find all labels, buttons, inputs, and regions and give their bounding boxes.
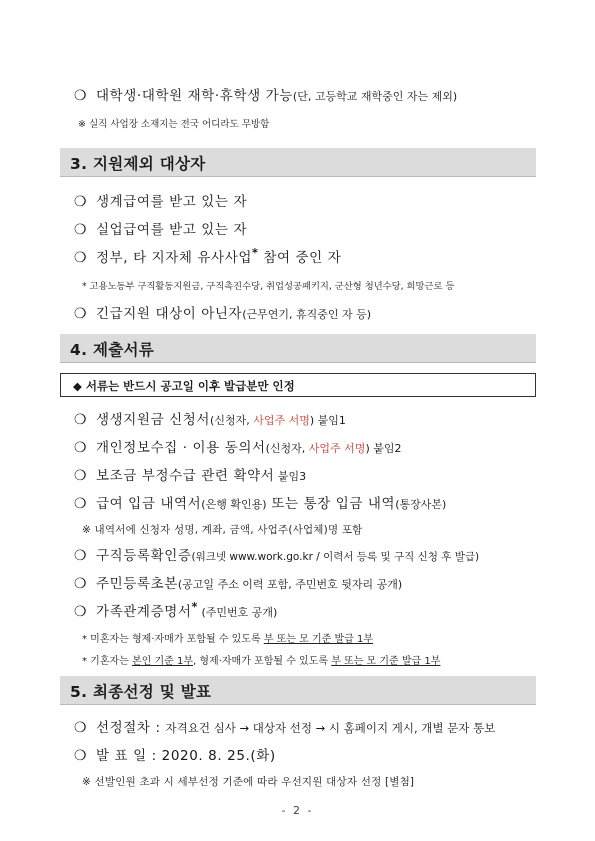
document-paren: (공고일 주소 이력 포함, 주민번호 뒷자리 공개) <box>177 578 403 591</box>
exclusion-paren: (근무연기, 휴직중인 자 등) <box>242 308 372 321</box>
procedure-label: 선정절차 : <box>96 720 166 736</box>
document-paren-close: ) <box>365 442 370 455</box>
document-item-application <box>74 408 346 428</box>
employer-signature-text: 사업주 서명 <box>308 442 366 455</box>
exclusion-text: 생계급여를 받고 있는 자 <box>96 194 248 210</box>
payroll-note: ※ 내역서에 신청자 성명, 계좌, 금액, 사업주(사업체)명 포함 <box>82 524 363 536</box>
circle-bullet-icon: ❍ <box>74 194 88 210</box>
section-title: 4. 제출서류 <box>70 341 155 359</box>
footnote-star: * <box>251 246 259 260</box>
date-label: 발 표 일 : <box>96 748 162 764</box>
document-text: 가족관계증명서 <box>96 604 192 620</box>
document-item-family-certificate <box>74 600 277 620</box>
note-underlined: 부 또는 모 기준 발급 1부 <box>263 634 374 645</box>
circle-bullet-icon: ❍ <box>74 88 88 104</box>
procedure-value: 자격요건 심사 → 대상자 선정 → 시 홈페이지 게시, 개별 문자 통보 <box>165 721 496 735</box>
circle-bullet-icon: ❍ <box>74 496 88 512</box>
circle-bullet-icon: ❍ <box>74 576 88 592</box>
circle-bullet-icon: ❍ <box>74 306 88 322</box>
selection-criteria-note: ※ 선발인원 초과 시 세부선정 기준에 따라 우선지원 대상자 선정 [별첨] <box>82 776 415 788</box>
circle-bullet-icon: ❍ <box>74 440 88 456</box>
document-paren: (워크넷 www.work.go.kr / 이력서 등록 및 구직 신청 후 발급) <box>191 551 480 563</box>
section-title: 5. 최종선정 및 발표 <box>70 683 212 701</box>
circle-bullet-icon: ❍ <box>74 412 88 428</box>
circle-bullet-icon: ❍ <box>74 222 88 238</box>
students-text: 대학생·대학원 재학·휴학생 가능 <box>96 88 293 104</box>
document-item-resident-abstract <box>74 572 402 592</box>
attachment-ref: 붙임3 <box>274 470 307 483</box>
document-paren-close: ) <box>309 414 315 427</box>
document-paren: (주민번호 공개) <box>197 606 278 619</box>
document-text: 구직등록확인증 <box>96 548 192 564</box>
section-header-documents <box>60 334 536 363</box>
document-text-mid: 또는 통장 입금 내역 <box>266 496 396 512</box>
note-text: * 기혼자는 <box>82 656 132 667</box>
circle-bullet-icon: ❍ <box>74 548 88 564</box>
documents-notice-text: ◆ 서류는 반드시 공고일 이후 발급분만 인정 <box>73 379 295 393</box>
page-number: - 2 - <box>281 804 314 817</box>
exclusion-text: 긴급지원 대상이 아닌자 <box>96 306 243 322</box>
document-item-job-registration <box>74 544 479 564</box>
selection-procedure-line <box>74 716 495 736</box>
document-text: 급여 입금 내역서 <box>96 496 202 512</box>
similar-program-note: * 고용노동부 구직활동지원금, 구직촉진수당, 취업성공패키지, 군산형 청년수당, 희망근로 등 <box>82 281 455 292</box>
document-paren: (은행 확인용) <box>201 498 267 511</box>
document-text: 주민등록초본 <box>96 576 178 592</box>
note-underlined: 부 또는 모 기준 발급 1부 <box>331 656 441 667</box>
note-text: , 형제·자매가 포함될 수 있도록 <box>193 656 332 667</box>
exclusion-item-similar-program <box>74 246 341 266</box>
circle-bullet-icon: ❍ <box>74 468 88 484</box>
documents-notice-box <box>60 373 536 397</box>
circle-bullet-icon: ❍ <box>74 748 88 764</box>
circle-bullet-icon: ❍ <box>74 250 88 266</box>
exclusion-item-living-benefit <box>74 190 247 210</box>
exclusion-item-unemployment-benefit <box>74 218 247 238</box>
eligibility-line-students <box>74 84 457 104</box>
date-value: 2020. 8. 25.(화) <box>161 748 276 764</box>
attachment-ref: 붙임1 <box>314 414 346 427</box>
announcement-date-line <box>74 744 276 764</box>
note-underlined: 본인 기준 1부 <box>132 656 194 667</box>
footnote-star: * <box>191 600 198 614</box>
document-paren: (신청자, <box>265 442 309 455</box>
circle-bullet-icon: ❍ <box>74 720 88 736</box>
document-item-payroll <box>74 492 446 512</box>
married-note <box>82 652 440 667</box>
section-title: 3. 지원제외 대상자 <box>70 155 206 173</box>
section-header-exclusions <box>60 148 536 177</box>
exclusion-item-not-emergency <box>74 302 371 322</box>
unmarried-note <box>82 630 373 645</box>
attachment-ref: 붙임2 <box>369 442 402 455</box>
document-text: 보조금 부정수급 관련 확약서 <box>96 468 275 484</box>
exclusion-text: 정부, 타 지자체 유사사업 <box>96 250 252 266</box>
document-text: 생생지원금 신청서 <box>96 412 211 428</box>
note-text: * 미혼자는 형제·자매가 포함될 수 있도록 <box>82 634 264 645</box>
document-paren: (신청자, <box>210 414 254 427</box>
document-paren: (통장사본) <box>395 498 447 511</box>
exclusion-text-tail: 참여 중인 자 <box>258 250 342 266</box>
students-exception: (단, 고등학교 재학중인 자는 제외) <box>292 90 458 103</box>
section-header-final-selection <box>60 676 536 705</box>
employer-signature-text: 사업주 서명 <box>253 414 310 427</box>
circle-bullet-icon: ❍ <box>74 604 88 620</box>
document-item-pledge <box>74 464 306 484</box>
workplace-location-note: ※ 실직 사업장 소재지는 전국 어디라도 무방함 <box>78 119 270 130</box>
exclusion-text: 실업급여를 받고 있는 자 <box>96 222 248 238</box>
document-item-privacy-consent <box>74 436 401 456</box>
document-text: 개인정보수집 · 이용 동의서 <box>96 440 266 456</box>
